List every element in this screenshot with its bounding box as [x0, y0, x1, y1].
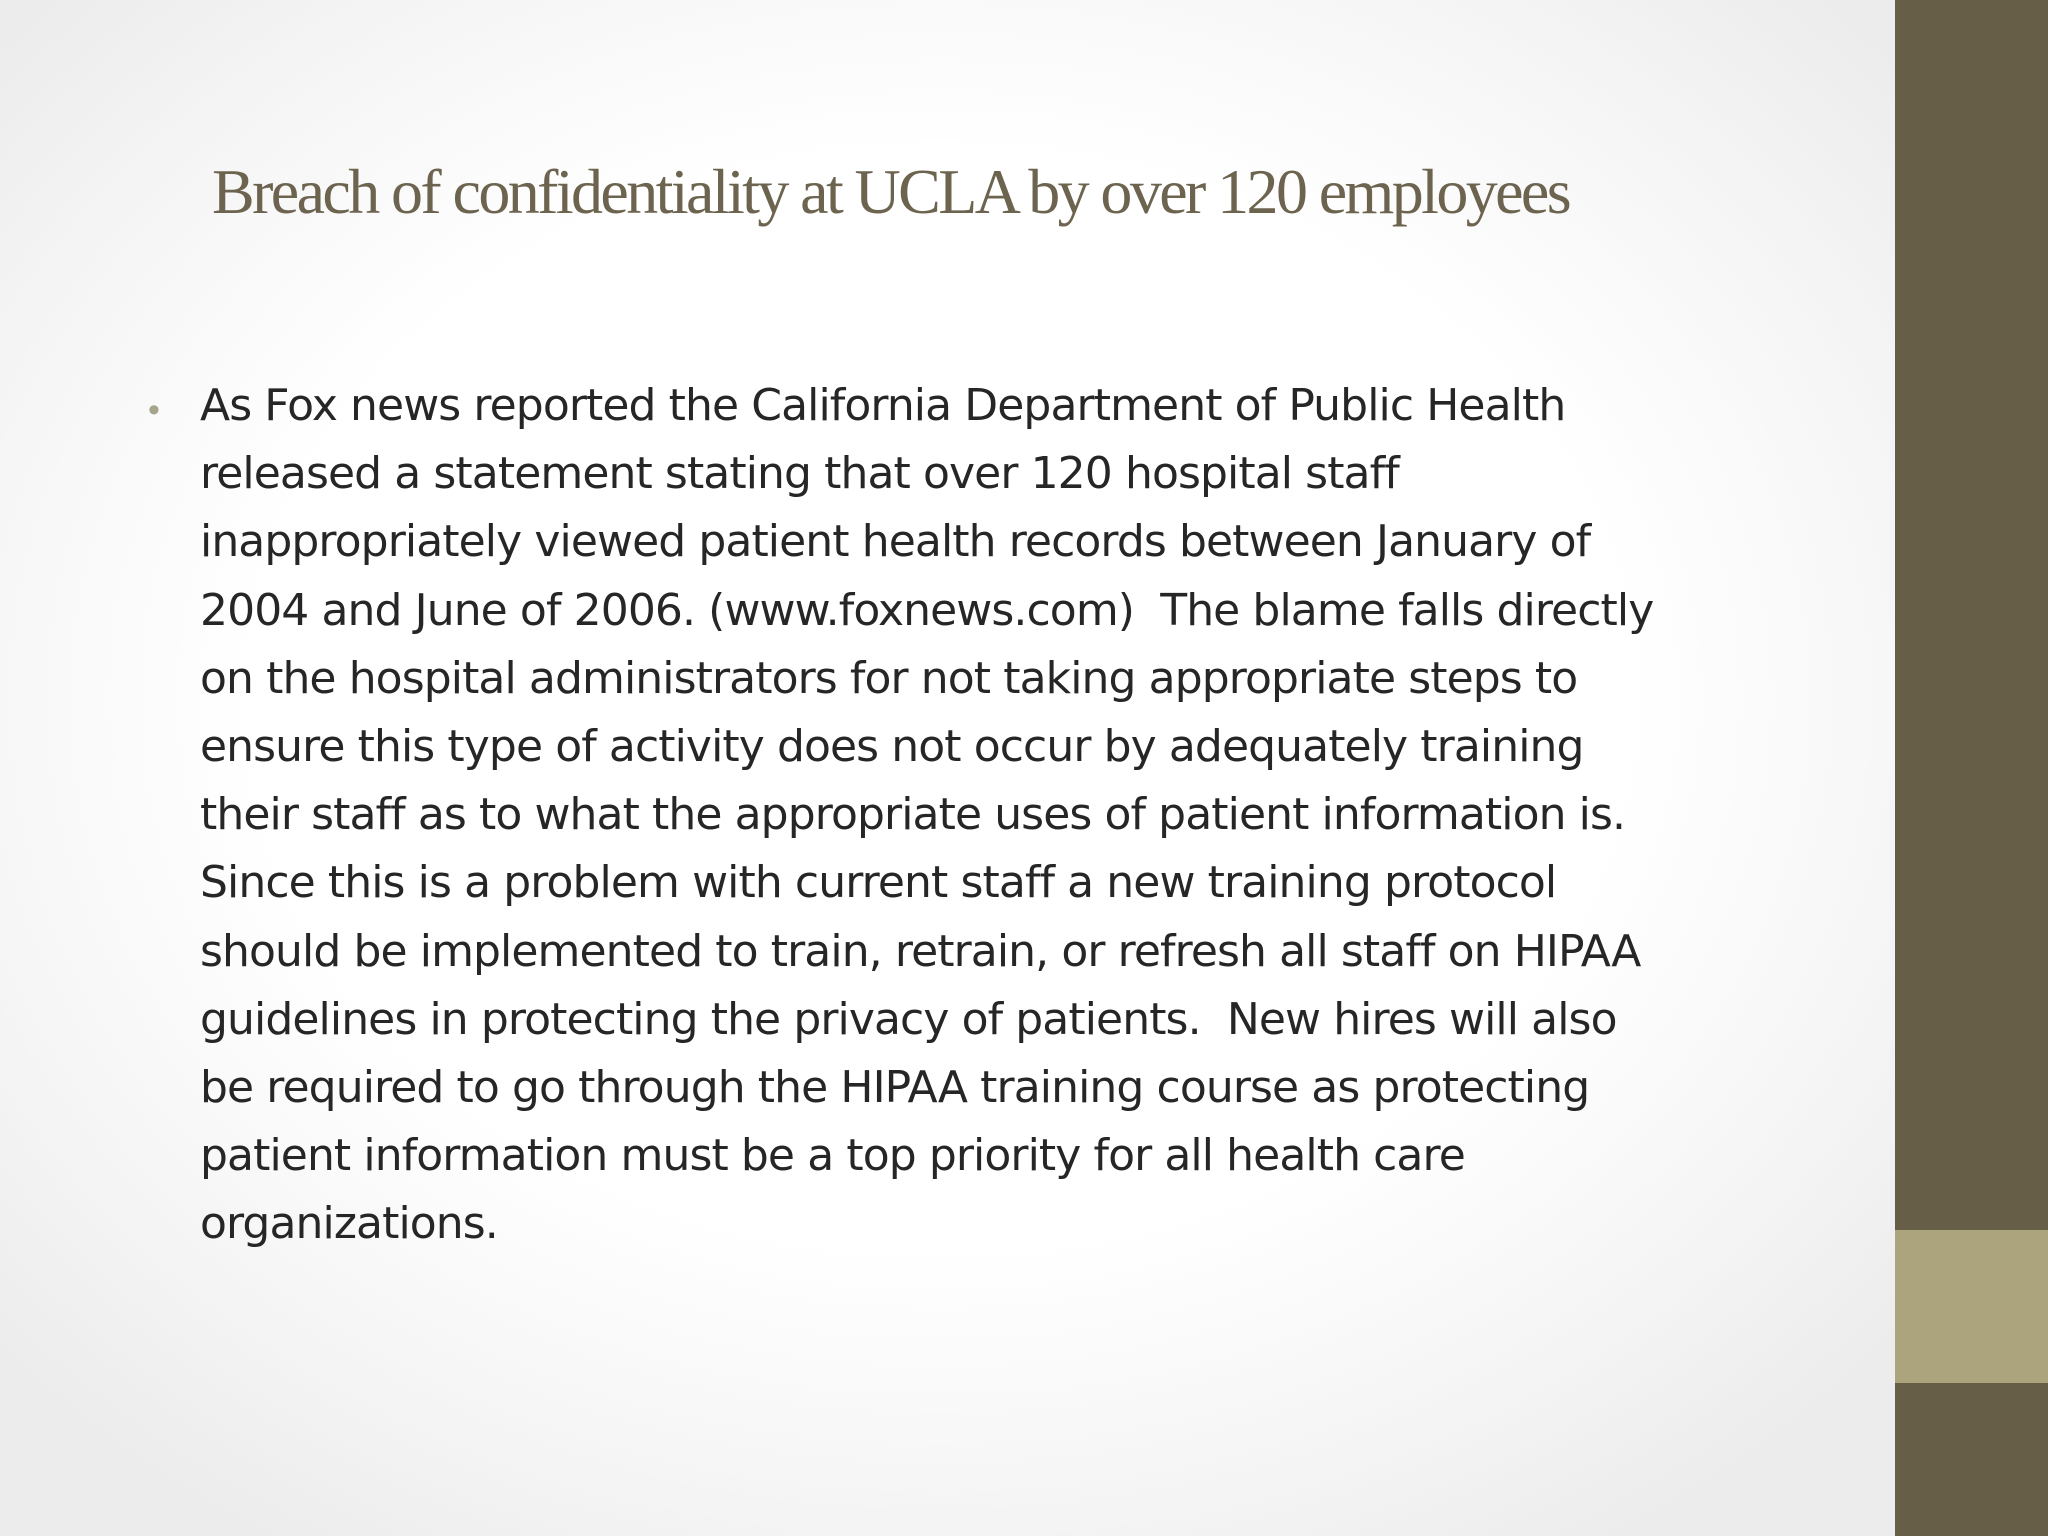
decorative-sidebar — [1895, 0, 2048, 1536]
sidebar-dark-top — [1895, 0, 2048, 1230]
body-line: guidelines in protecting the privacy of patients. New hires will also — [200, 993, 1617, 1045]
body-line: organizations. — [200, 1198, 498, 1250]
body-line: their staff as to what the appropriate uses of patient information is. — [200, 789, 1626, 841]
body-line: should be implemented to train, retrain, or refresh all staff on HIPAA — [200, 925, 1641, 977]
body-line: 2004 and June of 2006. (www.foxnews.com) The blame falls directly — [200, 584, 1654, 636]
body-line: Since this is a problem with current staff a new training protocol — [200, 857, 1557, 909]
sidebar-dark-bottom — [1895, 1383, 2048, 1536]
body-line: patient information must be a top priority for all health care — [200, 1130, 1465, 1182]
slide-title: Breach of confidentiality at UCLA by over 120 employees — [212, 156, 1570, 227]
sidebar-accent-block — [1895, 1230, 2048, 1383]
body-line: As Fox news reported the California Department of Public Health — [200, 380, 1566, 431]
body-line: be required to go through the HIPAA training course as protecting — [200, 1062, 1590, 1114]
bullet-text — [200, 372, 1825, 1259]
body-line: ensure this type of activity does not occur by adequately training — [200, 721, 1584, 773]
bullet-marker: • — [148, 391, 160, 429]
body-line: released a statement stating that over 120 hospital staff — [200, 448, 1399, 500]
body-line: inappropriately viewed patient health records between January of — [200, 516, 1591, 568]
body-line: on the hospital administrators for not taking appropriate steps to — [200, 652, 1578, 704]
